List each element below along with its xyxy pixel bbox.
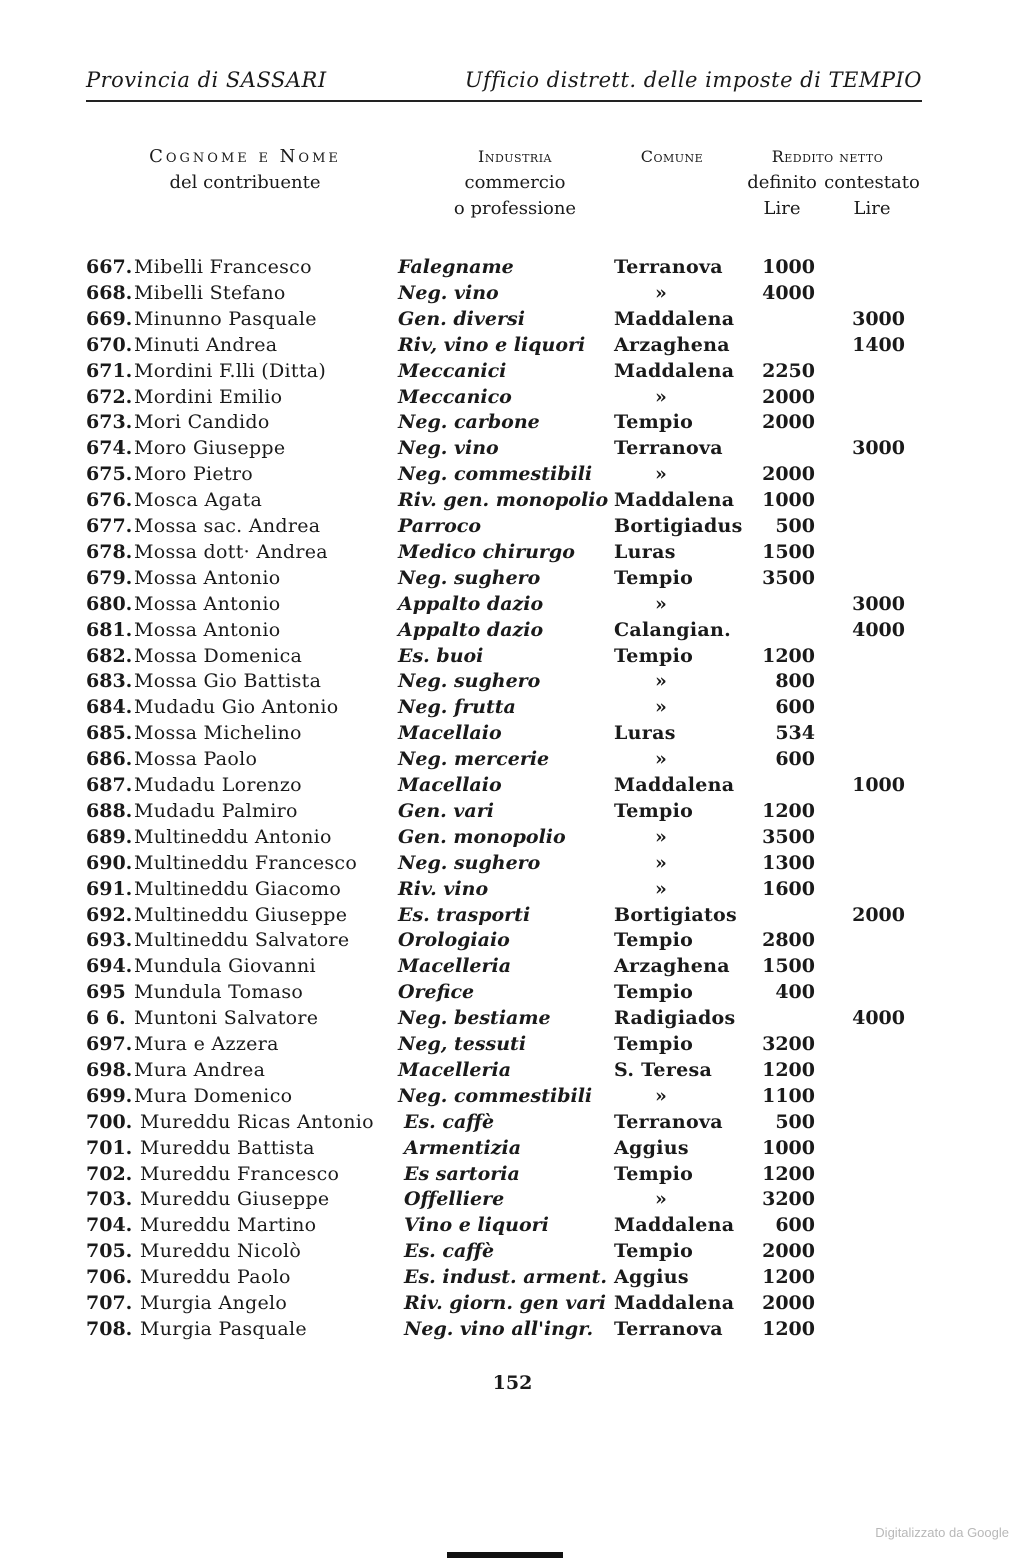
industry-cell: Vino e liquori	[404, 1214, 549, 1237]
reddito-definito-cell: 1200	[762, 1266, 815, 1289]
table-row	[0, 772, 1025, 798]
industry-cell: Parroco	[398, 515, 482, 537]
comune-cell: »	[655, 385, 668, 408]
comune-cell: Maddalena	[614, 1214, 735, 1237]
column-header-industry-line2: commercio	[464, 172, 566, 193]
comune-cell: »	[655, 851, 668, 874]
industry-cell: Orologiaio	[398, 929, 510, 952]
table-row	[0, 591, 1025, 617]
comune-cell: Calangian.	[614, 618, 732, 641]
header-province: Provincia di SASSARI	[86, 68, 327, 92]
table-row	[0, 539, 1025, 565]
row-number: 667.	[86, 256, 133, 278]
table-row	[0, 487, 1025, 513]
contributor-name: Mureddu Ricas Antonio	[140, 1110, 374, 1133]
industry-cell: Es sartoria	[404, 1162, 520, 1185]
contributor-name: Mureddu Battista	[140, 1136, 315, 1159]
comune-cell: »	[655, 1084, 668, 1107]
industry-cell: Appalto dazio	[398, 592, 544, 615]
industry-cell: Gen. vari	[398, 799, 494, 822]
comune-cell: Arzaghena	[614, 955, 730, 978]
table-row	[0, 798, 1025, 824]
column-header-name-line2: del contribuente	[169, 172, 321, 193]
row-number: 693.	[86, 929, 133, 952]
row-number: 682.	[86, 644, 133, 667]
reddito-contestato-cell: 2000	[852, 903, 905, 926]
comune-cell: Terranova	[614, 1110, 723, 1133]
row-number: 703.	[86, 1188, 133, 1211]
comune-cell: »	[655, 592, 668, 615]
contributor-name: Murgia Angelo	[140, 1292, 288, 1314]
industry-cell: Neg. vino all'ingr.	[404, 1317, 594, 1340]
industry-cell: Falegname	[398, 256, 514, 278]
table-row	[0, 1057, 1025, 1083]
row-number: 687.	[86, 774, 133, 796]
contributor-name: Mureddu Giuseppe	[140, 1188, 330, 1211]
column-header-lire-contestato: Lire	[853, 198, 891, 219]
industry-cell: Gen. diversi	[398, 307, 525, 330]
row-number: 707.	[86, 1292, 133, 1314]
table-row	[0, 876, 1025, 902]
reddito-contestato-cell: 4000	[852, 1007, 905, 1030]
contributor-name: Multineddu Giacomo	[134, 877, 342, 900]
comune-cell: »	[655, 748, 668, 771]
contributor-name: Minunno Pasquale	[134, 307, 317, 330]
comune-cell: Maddalena	[614, 1292, 735, 1314]
row-number: 702.	[86, 1162, 133, 1185]
comune-cell: Terranova	[614, 256, 723, 278]
table-row	[0, 1264, 1025, 1290]
reddito-definito-cell: 1000	[762, 256, 815, 278]
row-number: 691.	[86, 877, 133, 900]
industry-cell: Neg. frutta	[398, 696, 516, 719]
comune-cell: Luras	[614, 722, 676, 745]
row-number: 705.	[86, 1240, 133, 1263]
table-row	[0, 1135, 1025, 1161]
table-row	[0, 384, 1025, 410]
table-row	[0, 565, 1025, 591]
industry-cell: Neg. commestibili	[398, 1084, 593, 1107]
reddito-definito-cell: 1200	[762, 1162, 815, 1185]
contributor-name: Mura Domenico	[134, 1084, 293, 1107]
contributor-name: Multineddu Antonio	[134, 825, 332, 848]
reddito-definito-cell: 1200	[762, 1058, 815, 1081]
row-number: 699.	[86, 1084, 133, 1107]
table-row	[0, 720, 1025, 746]
reddito-definito-cell: 1600	[762, 877, 815, 900]
reddito-definito-cell: 600	[775, 1214, 815, 1237]
reddito-definito-cell: 2000	[762, 463, 815, 486]
page-number: 152	[492, 1372, 533, 1394]
comune-cell: »	[655, 463, 668, 486]
table-row	[0, 1031, 1025, 1057]
reddito-definito-cell: 1500	[762, 540, 815, 563]
comune-cell: Tempio	[614, 799, 694, 822]
comune-cell: Maddalena	[614, 774, 735, 796]
table-row	[0, 513, 1025, 539]
row-number: 698.	[86, 1058, 133, 1081]
reddito-definito-cell: 2800	[762, 929, 815, 952]
reddito-definito-cell: 2000	[762, 1292, 815, 1314]
row-number: 683.	[86, 670, 133, 693]
industry-cell: Neg. bestiame	[398, 1007, 551, 1030]
table-row	[0, 668, 1025, 694]
row-number: 684.	[86, 696, 133, 719]
reddito-definito-cell: 1200	[762, 644, 815, 667]
table-row	[0, 850, 1025, 876]
table-row	[0, 617, 1025, 643]
column-header-definito	[730, 170, 834, 222]
table-row	[0, 694, 1025, 720]
row-number: 672.	[86, 385, 133, 408]
table-row	[0, 824, 1025, 850]
column-header-reddito	[730, 144, 925, 170]
contributor-name: Mori Candido	[134, 411, 270, 434]
reddito-definito-cell: 2250	[762, 359, 815, 382]
contributor-name: Mundula Giovanni	[134, 955, 316, 978]
reddito-definito-cell: 600	[775, 696, 815, 719]
industry-cell: Es. caffè	[404, 1110, 495, 1133]
table-row	[0, 746, 1025, 772]
page-header	[86, 66, 922, 102]
column-header-definito-label: definito	[747, 172, 817, 193]
industry-cell: Neg. mercerie	[398, 748, 550, 771]
contributor-name: Mossa Antonio	[134, 566, 281, 589]
table-row	[0, 1083, 1025, 1109]
row-number: 6 6.	[86, 1007, 126, 1030]
reddito-definito-cell: 2000	[762, 1240, 815, 1263]
contributor-name: Mudadu Gio Antonio	[134, 696, 339, 719]
comune-cell: Bortigiadus	[614, 515, 743, 537]
contributor-name: Mureddu Francesco	[140, 1162, 340, 1185]
reddito-definito-cell: 2000	[762, 385, 815, 408]
row-number: 690.	[86, 851, 133, 874]
industry-cell: Riv, vino e liquori	[398, 333, 586, 356]
industry-cell: Meccanico	[398, 385, 512, 408]
comune-cell: Maddalena	[614, 307, 735, 330]
watermark: Digitalizzato da Google	[875, 1525, 1009, 1540]
row-number: 686.	[86, 748, 133, 771]
reddito-definito-cell: 400	[775, 981, 815, 1004]
row-number: 679.	[86, 566, 133, 589]
row-number: 685.	[86, 722, 133, 745]
column-header-lire-definito: Lire	[763, 198, 801, 219]
column-header-industry-line3: o professione	[453, 198, 577, 219]
industry-cell: Offelliere	[404, 1188, 505, 1211]
contributor-name: Mura e Azzera	[134, 1033, 279, 1055]
reddito-contestato-cell: 1400	[852, 333, 905, 356]
industry-cell: Es. buoi	[398, 644, 484, 667]
row-number: 680.	[86, 592, 133, 615]
contributor-name: Mura Andrea	[134, 1058, 266, 1081]
contributor-name: Moro Giuseppe	[134, 437, 286, 460]
contributor-name: Mureddu Martino	[140, 1214, 317, 1237]
reddito-definito-cell: 1000	[762, 1136, 815, 1159]
column-header-contestato-label: contestato	[824, 172, 920, 193]
comune-cell: Terranova	[614, 1317, 723, 1340]
table-row	[0, 979, 1025, 1005]
row-number: 688.	[86, 799, 133, 822]
comune-cell: Aggius	[614, 1266, 689, 1289]
column-header-name-line1: Cognome e Nome	[149, 146, 341, 167]
industry-cell: Macelleria	[398, 955, 512, 978]
row-number: 677.	[86, 515, 133, 537]
column-header-industry	[420, 144, 610, 222]
comune-cell: Tempio	[614, 981, 694, 1004]
reddito-contestato-cell: 1000	[852, 774, 905, 796]
table-row	[0, 306, 1025, 332]
comune-cell: S. Teresa	[614, 1058, 713, 1081]
row-number: 694.	[86, 955, 133, 978]
reddito-definito-cell: 1200	[762, 1317, 815, 1340]
comune-cell: Tempio	[614, 1240, 694, 1263]
table-row	[0, 1161, 1025, 1187]
column-header-name	[120, 144, 370, 196]
contributor-name: Mosca Agata	[134, 489, 263, 512]
contributor-name: Mossa Domenica	[134, 644, 303, 667]
table-row	[0, 1005, 1025, 1031]
comune-cell: »	[655, 825, 668, 848]
row-number: 675.	[86, 463, 133, 486]
comune-cell: »	[655, 281, 668, 304]
industry-cell: Macellaio	[398, 774, 502, 796]
industry-cell: Riv. giorn. gen vari	[404, 1292, 606, 1314]
table-row	[0, 953, 1025, 979]
contributor-name: Mossa sac. Andrea	[134, 515, 321, 537]
comune-cell: »	[655, 1188, 668, 1211]
industry-cell: Macelleria	[398, 1058, 512, 1081]
comune-cell: »	[655, 877, 668, 900]
contributor-name: Mureddu Nicolò	[140, 1240, 302, 1263]
table-row	[0, 332, 1025, 358]
reddito-contestato-cell: 3000	[852, 307, 905, 330]
row-number: 669.	[86, 307, 133, 330]
table-row	[0, 1109, 1025, 1135]
contributor-name: Moro Pietro	[134, 463, 254, 486]
industry-cell: Riv. vino	[398, 877, 489, 900]
row-number: 678.	[86, 540, 133, 563]
table-row	[0, 1186, 1025, 1212]
column-header-comune-line1: Comune	[640, 147, 704, 166]
comune-cell: Tempio	[614, 1033, 694, 1055]
table-row	[0, 1238, 1025, 1264]
industry-cell: Neg, tessuti	[398, 1033, 527, 1055]
contributor-name: Mibelli Francesco	[134, 256, 312, 278]
contributor-name: Mordini F.lli (Ditta)	[134, 359, 327, 382]
reddito-definito-cell: 1500	[762, 955, 815, 978]
reddito-definito-cell: 1300	[762, 851, 815, 874]
contributor-name: Mibelli Stefano	[134, 281, 286, 304]
contributor-name: Mundula Tomaso	[134, 981, 304, 1004]
table-row	[0, 1212, 1025, 1238]
reddito-definito-cell: 600	[775, 748, 815, 771]
contributor-name: Mudadu Lorenzo	[134, 774, 302, 796]
row-number: 670.	[86, 333, 133, 356]
industry-cell: Neg. vino	[398, 281, 499, 304]
reddito-definito-cell: 500	[775, 1110, 815, 1133]
reddito-contestato-cell: 4000	[852, 618, 905, 641]
industry-cell: Es. caffè	[404, 1240, 495, 1263]
row-number: 676.	[86, 489, 133, 512]
contributor-name: Mudadu Palmiro	[134, 799, 298, 822]
table-row	[0, 435, 1025, 461]
comune-cell: »	[655, 696, 668, 719]
reddito-definito-cell: 3500	[762, 825, 815, 848]
table-row	[0, 280, 1025, 306]
row-number: 681.	[86, 618, 133, 641]
table-row	[0, 927, 1025, 953]
table-row	[0, 254, 1025, 280]
row-number: 700.	[86, 1110, 133, 1133]
industry-cell: Neg. sughero	[398, 670, 541, 693]
contributor-name: Mossa dott· Andrea	[134, 540, 328, 563]
contributor-name: Multineddu Salvatore	[134, 929, 350, 952]
reddito-definito-cell: 4000	[762, 281, 815, 304]
row-number: 668.	[86, 281, 133, 304]
contributor-name: Muntoni Salvatore	[134, 1007, 319, 1030]
industry-cell: Es. trasporti	[398, 903, 531, 926]
table-row	[0, 461, 1025, 487]
comune-cell: Tempio	[614, 929, 694, 952]
comune-cell: Bortigiatos	[614, 903, 737, 926]
row-number: 671.	[86, 359, 133, 382]
industry-cell: Macellaio	[398, 722, 502, 745]
industry-cell: Orefice	[398, 981, 475, 1004]
reddito-definito-cell: 534	[775, 722, 815, 745]
contributor-name: Multineddu Giuseppe	[134, 903, 348, 926]
contributor-name: Minuti Andrea	[134, 333, 278, 356]
reddito-definito-cell: 1200	[762, 799, 815, 822]
contributor-name: Mossa Antonio	[134, 618, 281, 641]
industry-cell: Gen. monopolio	[398, 825, 566, 848]
reddito-definito-cell: 500	[775, 515, 815, 537]
row-number: 674.	[86, 437, 133, 460]
column-header-industry-line1: Industria	[478, 147, 552, 166]
comune-cell: Terranova	[614, 437, 723, 460]
reddito-definito-cell: 800	[775, 670, 815, 693]
comune-cell: Tempio	[614, 566, 694, 589]
comune-cell: Arzaghena	[614, 333, 730, 356]
industry-cell: Es. indust. arment.	[404, 1266, 607, 1289]
row-number: 704.	[86, 1214, 133, 1237]
row-number: 695	[86, 981, 126, 1004]
industry-cell: Neg. vino	[398, 437, 499, 460]
contributor-name: Multineddu Francesco	[134, 851, 358, 874]
industry-cell: Neg. commestibili	[398, 463, 593, 486]
table-row	[0, 902, 1025, 928]
comune-cell: »	[655, 670, 668, 693]
bottom-rule	[447, 1552, 563, 1558]
reddito-definito-cell: 3500	[762, 566, 815, 589]
row-number: 673.	[86, 411, 133, 434]
comune-cell: Maddalena	[614, 489, 735, 512]
contributor-name: Mordini Emilio	[134, 385, 283, 408]
contributor-name: Murgia Pasquale	[140, 1317, 307, 1340]
table-row	[0, 1316, 1025, 1342]
reddito-definito-cell: 1000	[762, 489, 815, 512]
table-row	[0, 409, 1025, 435]
table-row	[0, 1290, 1025, 1316]
industry-cell: Riv. gen. monopolio	[398, 489, 609, 512]
comune-cell: Aggius	[614, 1136, 689, 1159]
comune-cell: Tempio	[614, 1162, 694, 1185]
reddito-definito-cell: 2000	[762, 411, 815, 434]
contributor-name: Mossa Paolo	[134, 748, 258, 771]
industry-cell: Neg. carbone	[398, 411, 540, 434]
industry-cell: Meccanici	[398, 359, 507, 382]
comune-cell: Tempio	[614, 411, 694, 434]
row-number: 689.	[86, 825, 133, 848]
column-header-contestato	[820, 170, 924, 222]
reddito-definito-cell: 1100	[762, 1084, 815, 1107]
industry-cell: Armentizia	[404, 1136, 522, 1159]
column-header-comune	[612, 144, 732, 170]
reddito-definito-cell: 3200	[762, 1188, 815, 1211]
contributor-name: Mossa Michelino	[134, 722, 302, 745]
reddito-contestato-cell: 3000	[852, 437, 905, 460]
reddito-definito-cell: 3200	[762, 1033, 815, 1055]
row-number: 692.	[86, 903, 133, 926]
contributor-name: Mossa Gio Battista	[134, 670, 322, 693]
comune-cell: Maddalena	[614, 359, 735, 382]
row-number: 697.	[86, 1033, 133, 1055]
industry-cell: Neg. sughero	[398, 851, 541, 874]
industry-cell: Medico chirurgo	[398, 540, 575, 563]
contributor-name: Mossa Antonio	[134, 592, 281, 615]
contributor-name: Mureddu Paolo	[140, 1266, 291, 1289]
comune-cell: Radigiados	[614, 1007, 736, 1030]
comune-cell: Luras	[614, 540, 676, 563]
table-row	[0, 358, 1025, 384]
industry-cell: Appalto dazio	[398, 618, 544, 641]
industry-cell: Neg. sughero	[398, 566, 541, 589]
reddito-contestato-cell: 3000	[852, 592, 905, 615]
column-header-reddito-line1: Reddito netto	[771, 147, 884, 166]
header-office: Ufficio distrett. delle imposte di TEMPIO	[464, 68, 922, 92]
row-number: 708.	[86, 1317, 133, 1340]
table-row	[0, 643, 1025, 669]
comune-cell: Tempio	[614, 644, 694, 667]
row-number: 706.	[86, 1266, 133, 1289]
row-number: 701.	[86, 1136, 133, 1159]
